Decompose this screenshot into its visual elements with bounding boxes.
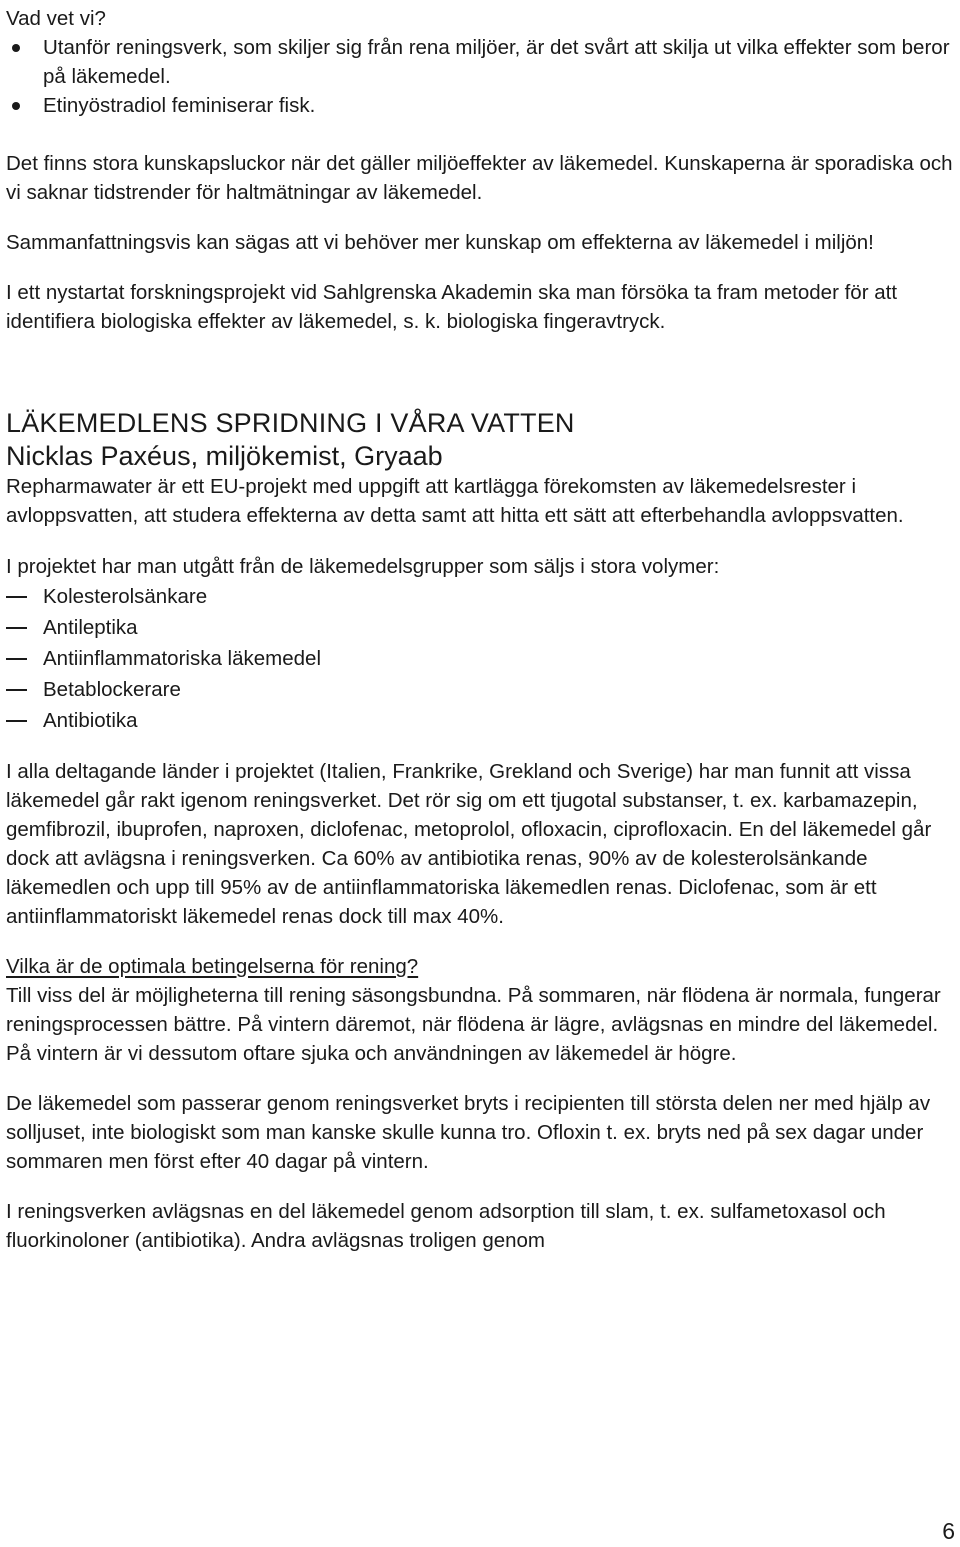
subheading-optimal-conditions: Vilka är de optimala betingelserna för rening? bbox=[6, 955, 419, 978]
drug-group-label: Kolesterolsänkare bbox=[43, 585, 208, 608]
dash-icon bbox=[6, 627, 27, 629]
paragraph-summary: Sammanfattningsvis kan sägas att vi behöver mer kunskap om effekterna av läkemedel i miljön! bbox=[6, 231, 874, 254]
document-page bbox=[6, 0, 954, 1255]
dash-icon bbox=[6, 720, 27, 722]
paragraph-findings: I alla deltagande länder i projektet (Italien, Frankrike, Grekland och Sverige) har man funnit att vissa läkemedel går rakt igenom reningsverket. Det rör sig om ett tjugotal substanser, t. ex. karbamazepin, gemfibrozil, ibuprofen, naproxen, diclofenac, metoprolol, ofloxacin, ciprofloxacin. En del läkemedel går dock att avlägsna i reningsverken. Ca 60% av antibiotika renas, 90% av de kolesterolsänkande läkemedlen och upp till 95% av de antiinflammatoriska läkemedlen renas. Diclofenac, som är ett antiinflammatoriskt läkemedel renas dock till max 40%. bbox=[6, 760, 932, 928]
list-item bbox=[6, 612, 954, 643]
list-item bbox=[6, 581, 954, 612]
drug-group-label: Antileptika bbox=[43, 616, 138, 639]
paragraph-adsorption: I reningsverken avlägsnas en del läkemedel genom adsorption till slam, t. ex. sulfametoxasol och fluorkinoloner (antibiotika). Andra avlägsnas troligen genom bbox=[6, 1200, 886, 1252]
drug-group-label: Antiinflammatoriska läkemedel bbox=[43, 647, 322, 670]
paragraph-repharmawater: Repharmawater är ett EU-projekt med uppgift att kartlägga förekomsten av läkemedelsrester i avloppsvatten, att studera effekterna av detta samt att hitta ett sätt att efterbehandla avloppsvatten. bbox=[6, 475, 904, 527]
bullet-icon bbox=[12, 102, 20, 110]
dash-icon bbox=[6, 596, 27, 598]
list-item bbox=[6, 705, 954, 736]
paragraph-seasonal: Till viss del är möjligheterna till rening säsongsbundna. På sommaren, när flödena är normala, fungerar reningsprocessen bättre. På vintern däremot, när flödena är lägre, avlägsnas en mindre del läkemedel. På vintern är vi dessutom oftare sjuka och användningen av läkemedel är högre. bbox=[6, 984, 941, 1065]
bullet-text: Utanför reningsverk, som skiljer sig från rena miljöer, är det svårt att skilja ut vilka effekter som beror på läkemedel. bbox=[43, 36, 950, 88]
paragraph-research-project: I ett nystartat forskningsprojekt vid Sahlgrenska Akademin ska man försöka ta fram metoder för att identifiera biologiska effekter av läkemedel, s. k. biologiska fingeravtryck. bbox=[6, 281, 898, 333]
drug-group-label: Betablockerare bbox=[43, 678, 181, 701]
drug-group-label: Antibiotika bbox=[43, 709, 138, 732]
paragraph-groups-intro: I projektet har man utgått från de läkemedelsgrupper som säljs i stora volymer: bbox=[6, 555, 720, 578]
dash-icon bbox=[6, 658, 27, 660]
page-number: 6 bbox=[942, 1518, 955, 1544]
bullet-icon bbox=[12, 44, 20, 52]
list-item bbox=[6, 33, 954, 91]
section-author: Nicklas Paxéus, miljökemist, Gryaab bbox=[6, 441, 443, 471]
paragraph-knowledge-gaps: Det finns stora kunskapsluckor när det gäller miljöeffekter av läkemedel. Kunskaperna är sporadiska och vi saknar tidstrender för haltmätningar av läkemedel. bbox=[6, 152, 953, 204]
list-item bbox=[6, 643, 954, 674]
list-item bbox=[6, 91, 954, 120]
bullet-text: Etinyöstradiol feminiserar fisk. bbox=[43, 94, 316, 117]
section-spridning bbox=[6, 406, 954, 1255]
paragraph-degradation: De läkemedel som passerar genom reningsverket bryts i recipienten till största delen ner med hjälp av solljuset, inte biologiskt som man kanske skulle kunna tro. Ofloxin t. ex. bryts ned på sex dagar under sommaren men först efter 40 dagar på vintern. bbox=[6, 1092, 931, 1173]
heading-vad-vet-vi: Vad vet vi? bbox=[6, 7, 106, 30]
section-title: LÄKEMEDLENS SPRIDNING I VÅRA VATTEN bbox=[6, 408, 575, 438]
drug-group-list bbox=[6, 581, 954, 736]
bullet-list bbox=[6, 33, 954, 120]
dash-icon bbox=[6, 689, 27, 691]
list-item bbox=[6, 674, 954, 705]
